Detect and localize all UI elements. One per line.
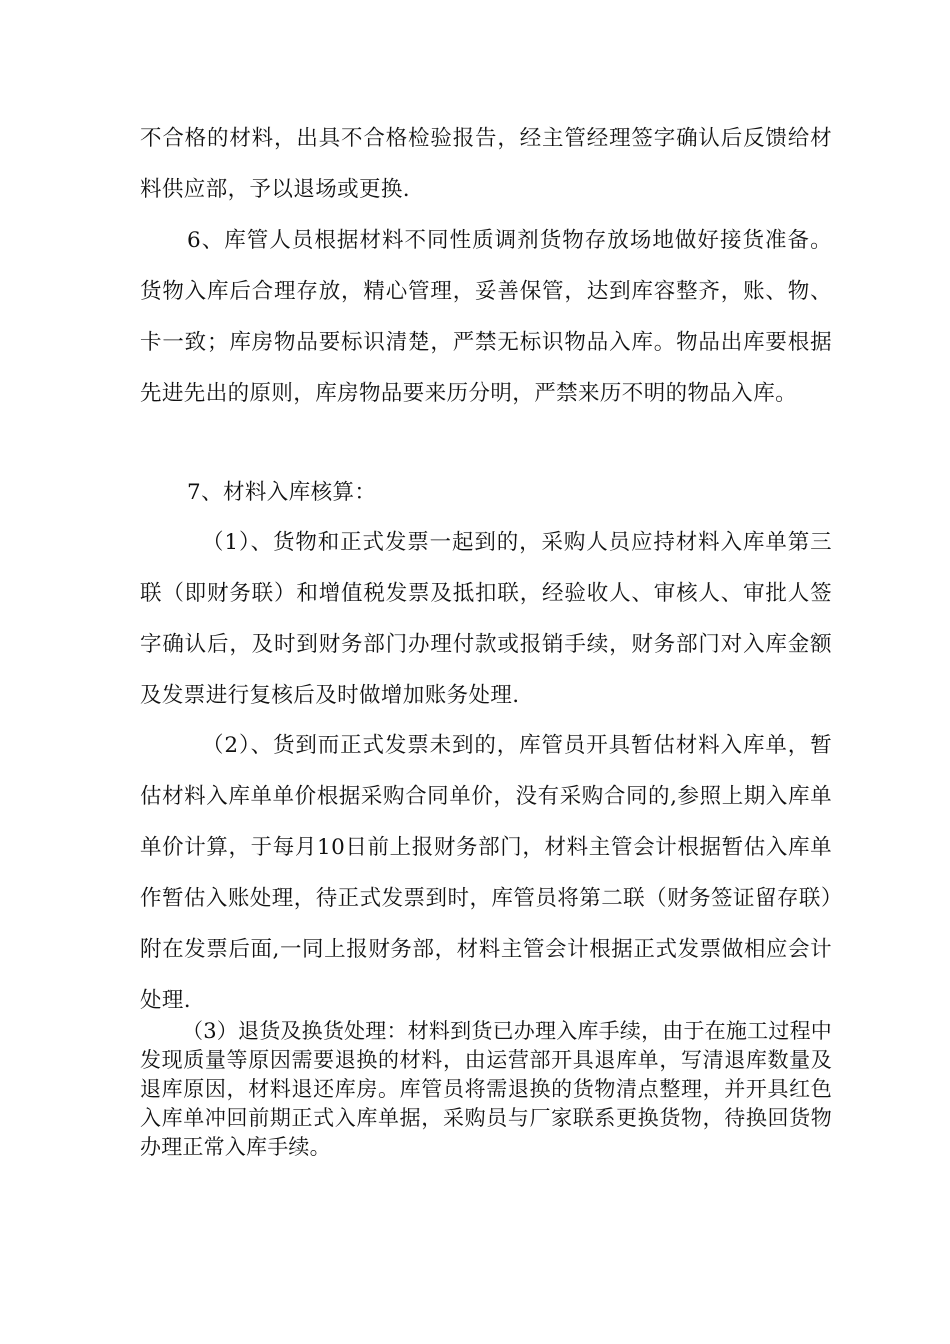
paragraph-item-6: 6、库管人员根据材料不同性质调剂货物存放场地做好接货准备。货物入库后合理存放，精心管理，妥善保管，达到库容整齐，账、物、卡一致；库房物品要标识清楚，严禁无标识物品入库。物品出库要根据先进先出的原则，库房物品要来历分明，严禁来历不明的物品入库。 [140, 228, 832, 406]
paragraph-sub-item-1: （1）、货物和正式发票一起到的，采购人员应持材料入库单第三联（即财务联）和增值税发票及抵扣联，经验收人、审核人、审批人签字确认后，及时到财务部门办理付款或报销手续，财务部门对入库金额及发票进行复核后及时做增加账务处理. [140, 530, 832, 708]
paragraph-sub-item-3: （3）退货及换货处理：材料到货已办理入库手续，由于在施工过程中发现质量等原因需要退换的材料，由运营部开具退库单，写清退库数量及退库原因，材料退还库房。库管员将需退换的货物清点整理，并开具红色入库单冲回前期正式入库单据，采购员与厂家联系更换货物，待换回货物办理正常入库手续。 [140, 1019, 832, 1159]
paragraph-continuation: 不合格的材料，出具不合格检验报告，经主管经理签字确认后反馈给材料供应部，予以退场或更换. [140, 126, 832, 202]
paragraph-item-7-heading: 7、材料入库核算： [187, 480, 377, 505]
paragraph-sub-item-2: （2）、货到而正式发票未到的，库管员开具暂估材料入库单，暂估材料入库单单价根据采购合同单价，没有采购合同的,参照上期入库单单价计算，于每月10日前上报财务部门，材料主管会计根据暂估入库单作暂估入账处理，待正式发票到时，库管员将第二联（财务签证留存联）附在发票后面,一同上报财务部，材料主管会计根据正式发票做相应会计处理. [140, 733, 832, 1013]
